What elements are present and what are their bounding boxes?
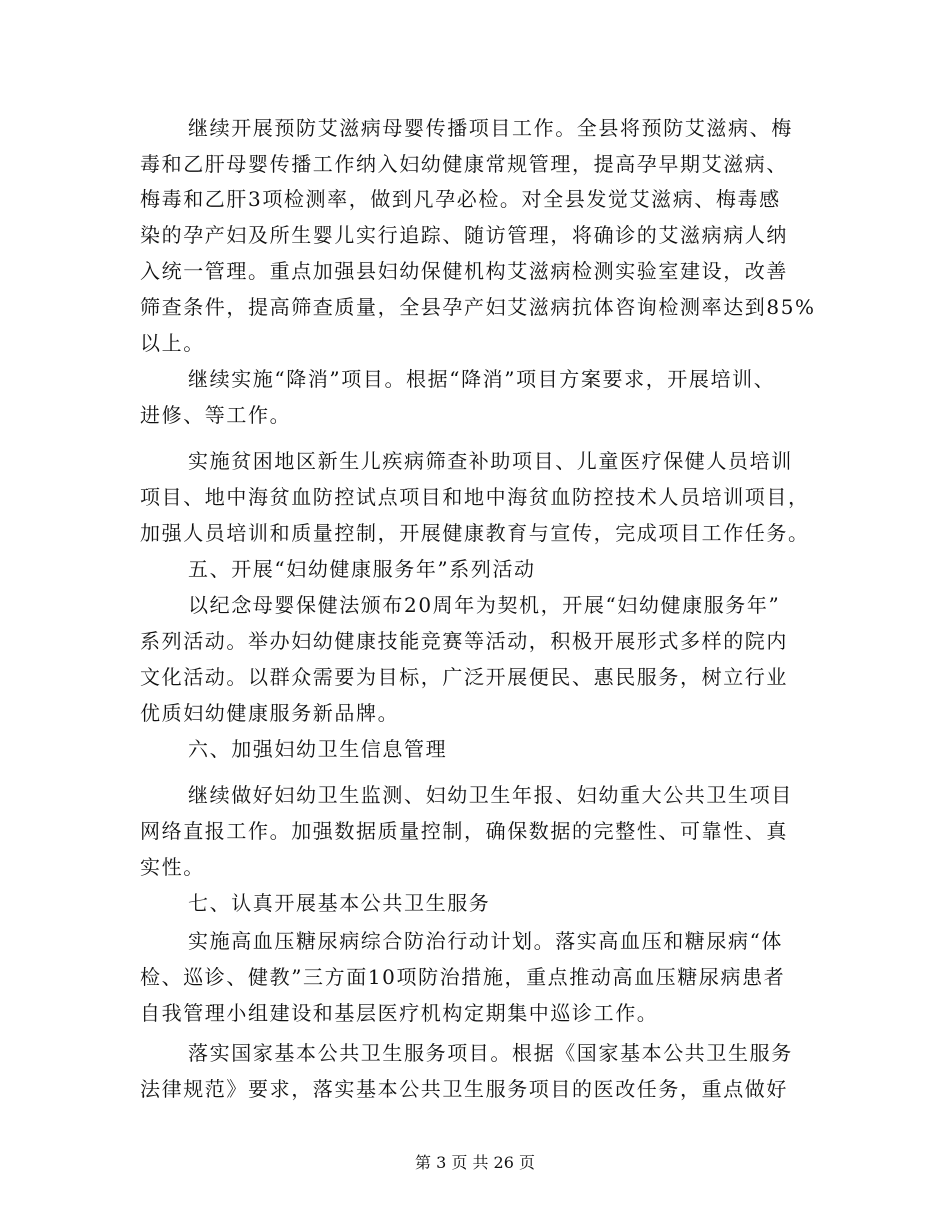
- text-line: 梅毒和乙肝3项检测率，做到凡孕必检。对全县发觉艾滋病、梅毒感: [140, 187, 781, 211]
- text-line: 法律规范》要求，落实基本公共卫生服务项目的医改任务，重点做好: [140, 1077, 788, 1101]
- text-line: 落实国家基本公共卫生服务项目。根据《国家基本公共卫生服务: [188, 1041, 793, 1065]
- text-line: 实施贫困地区新生儿疾病筛查补助项目、儿童医疗保健人员培训: [188, 449, 793, 473]
- text-line: 系列活动。举办妇幼健康技能竞赛等活动，积极开展形式多样的院内: [140, 629, 788, 653]
- text-line: 毒和乙肝母婴传播工作纳入妇幼健康常规管理，提高孕早期艾滋病、: [140, 152, 788, 176]
- text-line: 文化活动。以群众需要为目标，广泛开展便民、惠民服务，树立行业: [140, 665, 788, 689]
- page-number-footer: 第 3 页 共 26 页: [415, 1153, 535, 1172]
- text-line: 以上。: [140, 331, 205, 355]
- text-line: 网络直报工作。加强数据质量控制，确保数据的完整性、可靠性、真: [140, 819, 788, 843]
- text-line: 自我管理小组建设和基层医疗机构定期集中巡诊工作。: [140, 1001, 659, 1025]
- text-line: 筛查条件，提高筛查质量，全县孕产妇艾滋病抗体咨询检测率达到85%: [140, 295, 816, 319]
- text-line: 继续开展预防艾滋病母婴传播项目工作。全县将预防艾滋病、梅: [188, 116, 793, 140]
- section-heading: 七、认真开展基本公共卫生服务: [188, 891, 491, 915]
- section-heading: 六、加强妇幼卫生信息管理: [188, 737, 448, 761]
- section-heading: 五、开展“妇幼健康服务年”系列活动: [188, 557, 536, 581]
- text-line: 优质妇幼健康服务新品牌。: [140, 701, 400, 725]
- text-line: 入统一管理。重点加强县妇幼保健机构艾滋病检测实验室建设，改善: [140, 259, 788, 283]
- text-line: 加强人员培训和质量控制，开展健康教育与宣传，完成项目工作任务。: [140, 521, 810, 545]
- text-line: 以纪念母婴保健法颁布20周年为契机，开展“妇幼健康服务年”: [188, 593, 781, 617]
- text-line: 项目、地中海贫血防控试点项目和地中海贫血防控技术人员培训项目，: [140, 485, 810, 509]
- text-line: 染的孕产妇及所生婴儿实行追踪、随访管理，将确诊的艾滋病病人纳: [140, 223, 788, 247]
- text-line: 实性。: [140, 855, 205, 879]
- text-line: 实施高血压糖尿病综合防治行动计划。落实高血压和糖尿病“体: [188, 929, 784, 953]
- text-line: 继续实施“降消”项目。根据“降消”项目方案要求，开展培训、: [188, 367, 776, 391]
- text-line: 进修、等工作。: [140, 403, 292, 427]
- text-line: 继续做好妇幼卫生监测、妇幼卫生年报、妇幼重大公共卫生项目: [188, 783, 793, 807]
- text-line: 检、巡诊、健教”三方面10项防治措施，重点推动高血压糖尿病患者: [140, 965, 786, 989]
